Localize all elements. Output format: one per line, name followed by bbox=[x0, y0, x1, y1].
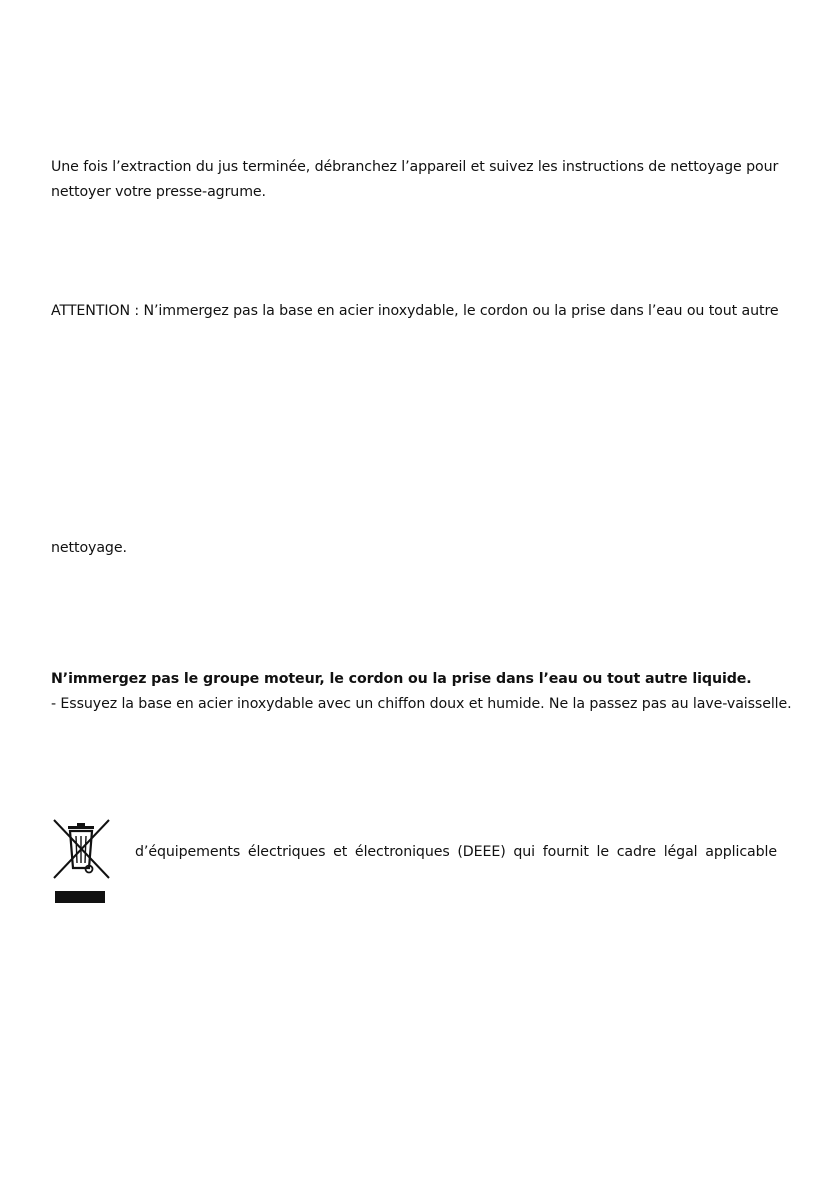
motor-warning: N’immergez pas le groupe moteur, le cordon ou la prise dans l’eau ou tout autre liquide. bbox=[51, 671, 752, 687]
warning-line: ATTENTION : N’immergez pas la base en acier inoxydable, le cordon ou la prise dans l’eau ou tout autre bbox=[51, 303, 779, 319]
cleaning-word: nettoyage. bbox=[51, 540, 127, 556]
weee-text: d’équipements électriques et électroniques (DEEE) qui fournit le cadre légal applicable bbox=[135, 844, 777, 860]
wipe-instruction: - Essuyez la base en acier inoxydable avec un chiffon doux et humide. Ne la passez pas au lave-vaisselle. bbox=[51, 696, 792, 712]
after-use-line-1: Une fois l’extraction du jus terminée, débranchez l’appareil et suivez les instructions de nettoyage pour bbox=[51, 159, 779, 175]
crossed-out-wheelie-bin-icon bbox=[51, 818, 111, 908]
after-use-line-2: nettoyer votre presse-agrume. bbox=[51, 184, 266, 200]
